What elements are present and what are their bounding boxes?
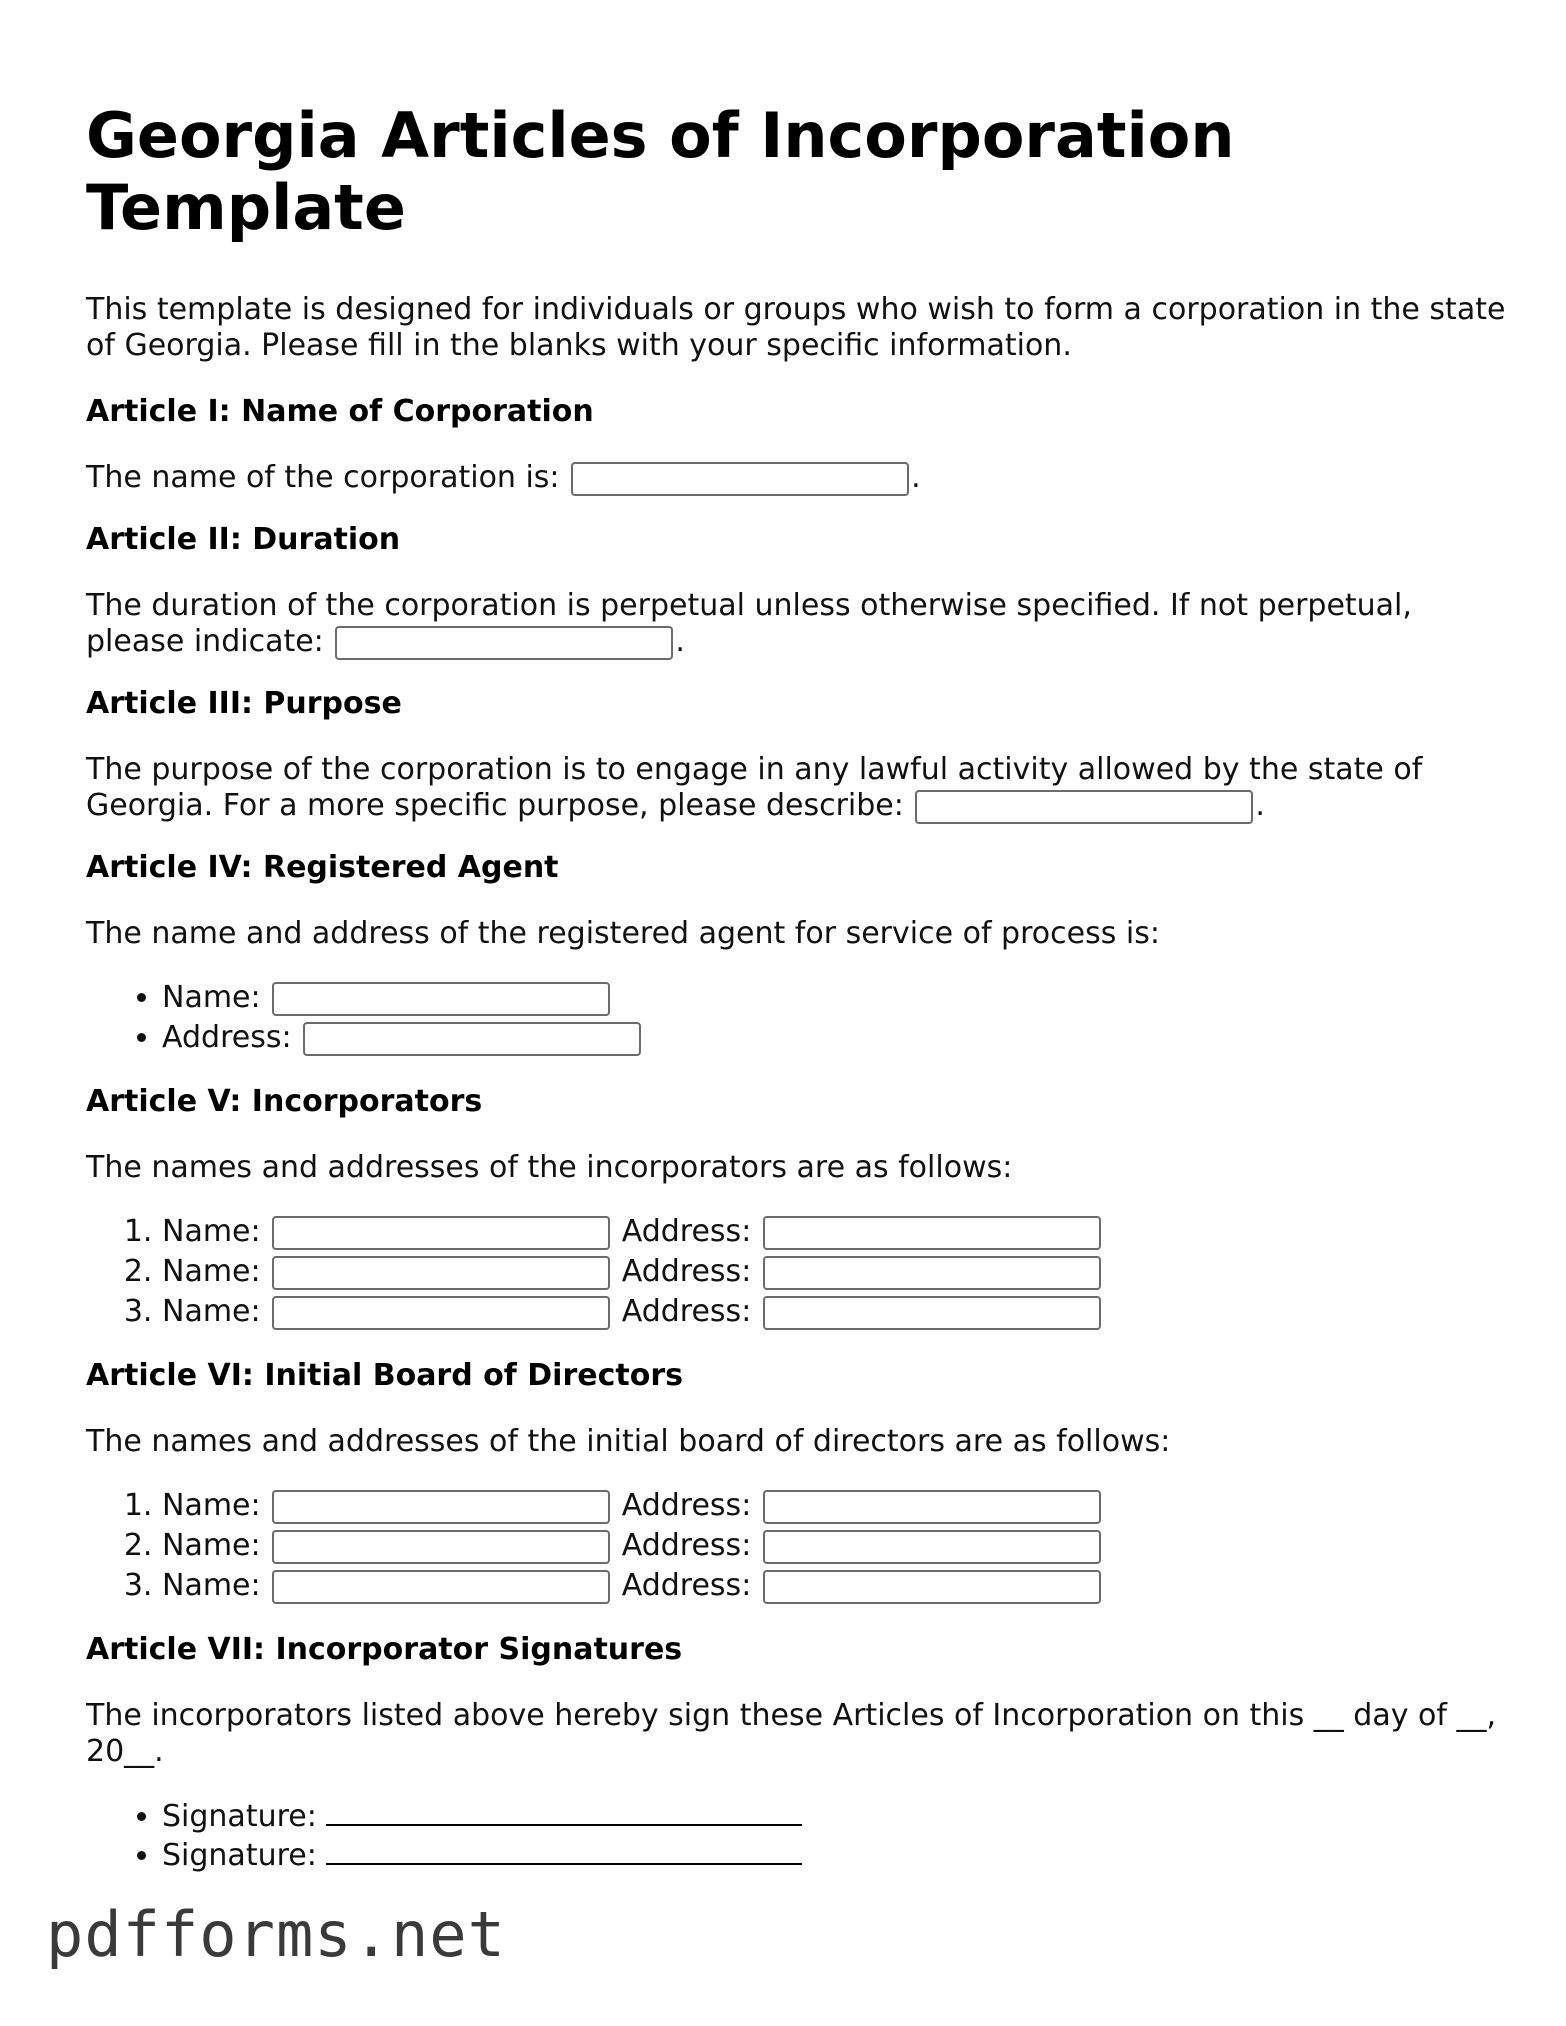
article-2-heading: Article II: Duration [86, 522, 401, 557]
signature-2-label: Signature: [162, 1838, 317, 1873]
incorporator-1-name-label: Name: [162, 1214, 261, 1249]
article-6-text: The names and addresses of the initial board of directors are as follows: [86, 1424, 1171, 1459]
article-7-text: The incorporators listed above hereby sign these Articles of Incorporation on this __ day of __, 20__. [86, 1698, 1497, 1769]
incorporator-1-address-field[interactable] [763, 1216, 1101, 1250]
list-item [162, 1566, 1506, 1606]
director-2-name-field[interactable] [272, 1530, 610, 1564]
list-item [162, 1292, 1506, 1332]
article-4-heading: Article IV: Registered Agent [86, 850, 559, 885]
article-3-heading: Article III: Purpose [86, 686, 402, 721]
list-item [162, 1018, 1506, 1058]
article-1-suffix: . [911, 460, 921, 495]
director-1-name-label: Name: [162, 1488, 261, 1523]
registered-agent-list [86, 978, 1506, 1058]
incorporator-3-name-field[interactable] [272, 1296, 610, 1330]
signature-1-line[interactable] [326, 1796, 802, 1826]
incorporators-list [86, 1212, 1506, 1332]
duration-field[interactable] [335, 626, 673, 660]
article-1-text: The name of the corporation is: [86, 460, 560, 495]
incorporator-3-address-field[interactable] [763, 1296, 1101, 1330]
list-item [162, 1835, 1506, 1874]
director-3-name-field[interactable] [272, 1570, 610, 1604]
director-3-name-label: Name: [162, 1568, 261, 1603]
article-6-heading: Article VI: Initial Board of Directors [86, 1358, 683, 1393]
director-1-name-field[interactable] [272, 1490, 610, 1524]
article-4-text: The name and address of the registered agent for service of process is: [86, 916, 1160, 951]
list-item [162, 1526, 1506, 1566]
incorporator-1-address-label: Address: [621, 1214, 752, 1249]
directors-list [86, 1486, 1506, 1606]
director-1-address-field[interactable] [763, 1490, 1101, 1524]
list-item [162, 1212, 1506, 1252]
incorporator-1-name-field[interactable] [272, 1216, 610, 1250]
article-3-suffix: . [1255, 788, 1265, 823]
article-1-paragraph [86, 460, 1506, 496]
page-title: Georgia Articles of Incorporation Template [86, 99, 1235, 244]
signature-1-label: Signature: [162, 1799, 317, 1834]
article-3-text: The purpose of the corporation is to engage in any lawful activity allowed by the state of Georgia. For a more specific purpose, please describe: [86, 752, 1423, 823]
article-5-heading: Article V: Incorporators [86, 1084, 483, 1119]
agent-address-label: Address: [162, 1020, 292, 1055]
incorporator-2-address-field[interactable] [763, 1256, 1101, 1290]
list-item [162, 1252, 1506, 1292]
director-2-address-label: Address: [621, 1528, 752, 1563]
purpose-field[interactable] [915, 790, 1253, 824]
intro-paragraph: This template is designed for individuals or groups who wish to form a corporation in the state of Georgia. Please fill in the blanks with your specific information. [86, 292, 1506, 363]
director-2-address-field[interactable] [763, 1530, 1101, 1564]
incorporator-2-name-label: Name: [162, 1254, 261, 1289]
list-item [162, 978, 1506, 1018]
agent-name-field[interactable] [272, 982, 610, 1016]
agent-address-field[interactable] [303, 1022, 641, 1056]
article-5-text: The names and addresses of the incorporators are as follows: [86, 1150, 1013, 1185]
list-item [162, 1486, 1506, 1526]
article-3-paragraph [86, 752, 1506, 824]
signature-2-line[interactable] [326, 1835, 802, 1865]
watermark: pdfforms.net [46, 1898, 506, 1971]
corporation-name-field[interactable] [571, 462, 909, 496]
article-7-heading: Article VII: Incorporator Signatures [86, 1632, 683, 1667]
article-2-suffix: . [675, 624, 685, 659]
incorporator-3-address-label: Address: [621, 1294, 752, 1329]
incorporator-2-name-field[interactable] [272, 1256, 610, 1290]
document-page [86, 100, 1506, 1900]
director-2-name-label: Name: [162, 1528, 261, 1563]
article-2-paragraph [86, 588, 1506, 660]
list-item [162, 1796, 1506, 1835]
article-1-heading: Article I: Name of Corporation [86, 394, 594, 429]
director-3-address-field[interactable] [763, 1570, 1101, 1604]
article-2-text: The duration of the corporation is perpetual unless otherwise specified. If not perpetual, please indicate: [86, 588, 1412, 659]
director-1-address-label: Address: [621, 1488, 752, 1523]
signature-list [86, 1796, 1506, 1874]
agent-name-label: Name: [162, 980, 261, 1015]
incorporator-3-name-label: Name: [162, 1294, 261, 1329]
incorporator-2-address-label: Address: [621, 1254, 752, 1289]
director-3-address-label: Address: [621, 1568, 752, 1603]
